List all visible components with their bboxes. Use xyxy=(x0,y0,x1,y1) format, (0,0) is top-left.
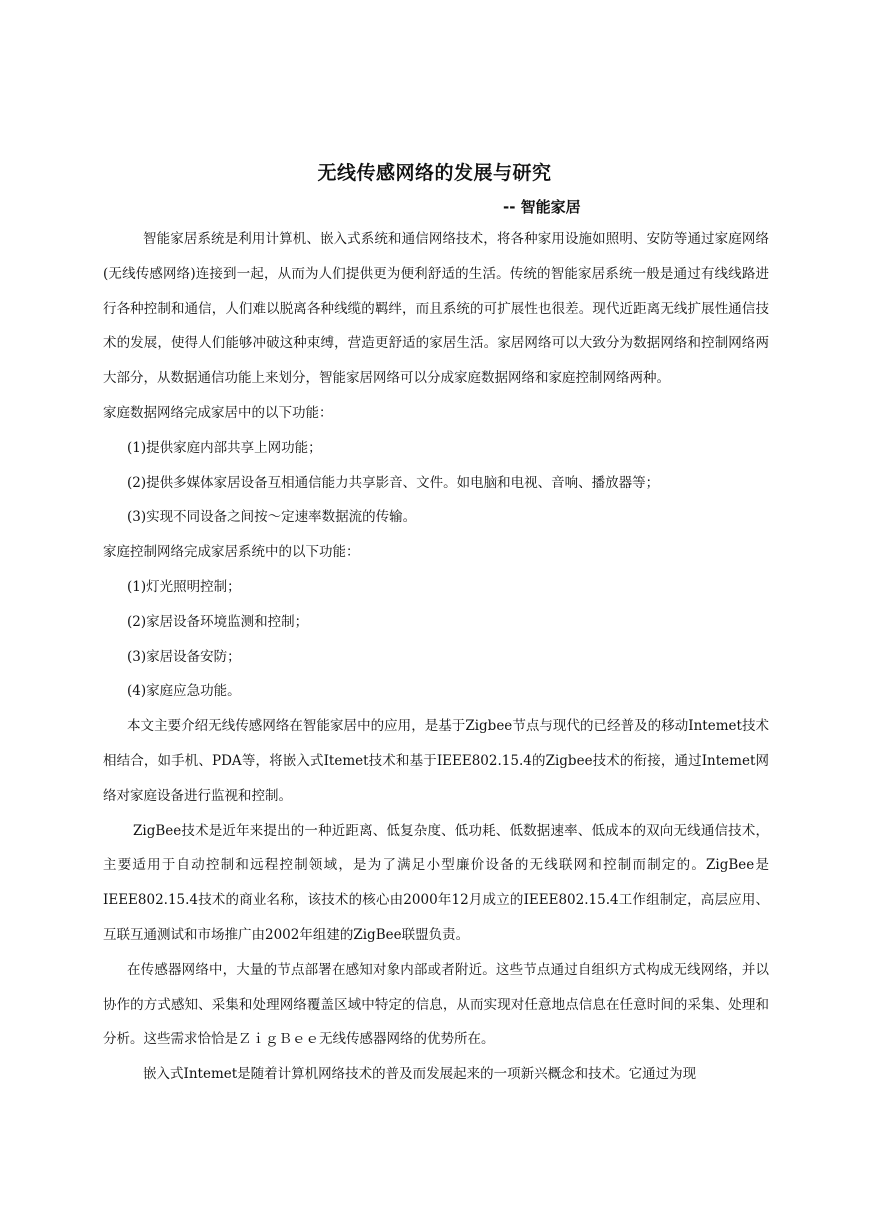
embedded-internet-paragraph: 嵌入式Intemet是随着计算机网络技术的普及而发展起来的一项新兴概念和技术。它通过为现 xyxy=(143,1066,697,1083)
document-subtitle: -- 智能家居 xyxy=(503,198,581,216)
document-title: 无线传感网络的发展与研究 xyxy=(317,162,552,184)
data-network-item-2: (2)提供多媒体家居设备互相通信能力共享影音、文件。如电脑和电视、音响、播放器等； xyxy=(127,474,660,491)
control-network-item-4: (4)家庭应急功能。 xyxy=(127,683,241,700)
control-network-item-3: (3)家居设备安防； xyxy=(127,648,241,665)
intro-paragraph: 智能家居系统是利用计算机、嵌入式系统和通信网络技术，将各种家用设施如照明、安防等通过家庭网络(无线传感网络)连接到一起，从而为人们提供更为便利舒适的生活。传统的智能家居系统一般是通过有线线路进行各种控制和通信，人们难以脱离各种线缆的羁绊，而且系统的可扩展性也很差。现代近距离无线扩展性通信技术的发展，使得人们能够冲破这种束缚，营造更舒适的家居生活。家居网络可以大致分为数据网络和控制网络两大部分，从数据通信功能上来划分，智能家居网络可以分成家庭数据网络和家庭控制网络两种。 xyxy=(103,231,769,387)
control-network-item-2: (2)家居设备环境监测和控制； xyxy=(127,613,309,630)
document-body xyxy=(103,222,769,1092)
zigbee-application-paragraph: 本文主要介绍无线传感网络在智能家居中的应用，是基于Zigbee节点与现代的已经普及的移动Intemet技术相结合，如手机、PDA等，将嵌入式Itemet技术和基于IEEE802.15.4的Zigbee技术的衔接，通过Intemet网络对家庭设备进行监视和控制。 xyxy=(103,718,769,804)
sensor-network-paragraph: 在传感器网络中，大量的节点部署在感知对象内部或者附近。这些节点通过自组织方式构成无线网络，并以协作的方式感知、采集和处理网络覆盖区域中特定的信息，从而实现对任意地点信息在任意时间的采集、处理和分析。这些需求恰恰是ＺｉｇＢｅｅ无线传感器网络的优势所在。 xyxy=(103,961,769,1048)
zigbee-intro-paragraph: ZigBee技术是近年来提出的一种近距离、低复杂度、低功耗、低数据速率、低成本的双向无线通信技术，主要适用于自动控制和远程控制领域，是为了满足小型廉价设备的无线联网和控制而制定的。ZigBee是IEEE802.15.4技术的商业名称，该技术的核心由2000年12月成立的IEEE802.15.4工作组制定，高层应用、互联互通测试和市场推广由2002年组建的ZigBee联盟负责。 xyxy=(103,822,769,943)
control-network-item-1: (1)灯光照明控制； xyxy=(127,578,241,595)
data-network-heading: 家庭数据网络完成家居中的以下功能： xyxy=(103,404,333,421)
data-network-item-1: (1)提供家庭内部共享上网功能； xyxy=(127,439,322,456)
data-network-item-3: (3)实现不同设备之间按～定速率数据流的传输。 xyxy=(127,509,417,526)
control-network-heading: 家庭控制网络完成家居系统中的以下功能： xyxy=(103,544,360,561)
